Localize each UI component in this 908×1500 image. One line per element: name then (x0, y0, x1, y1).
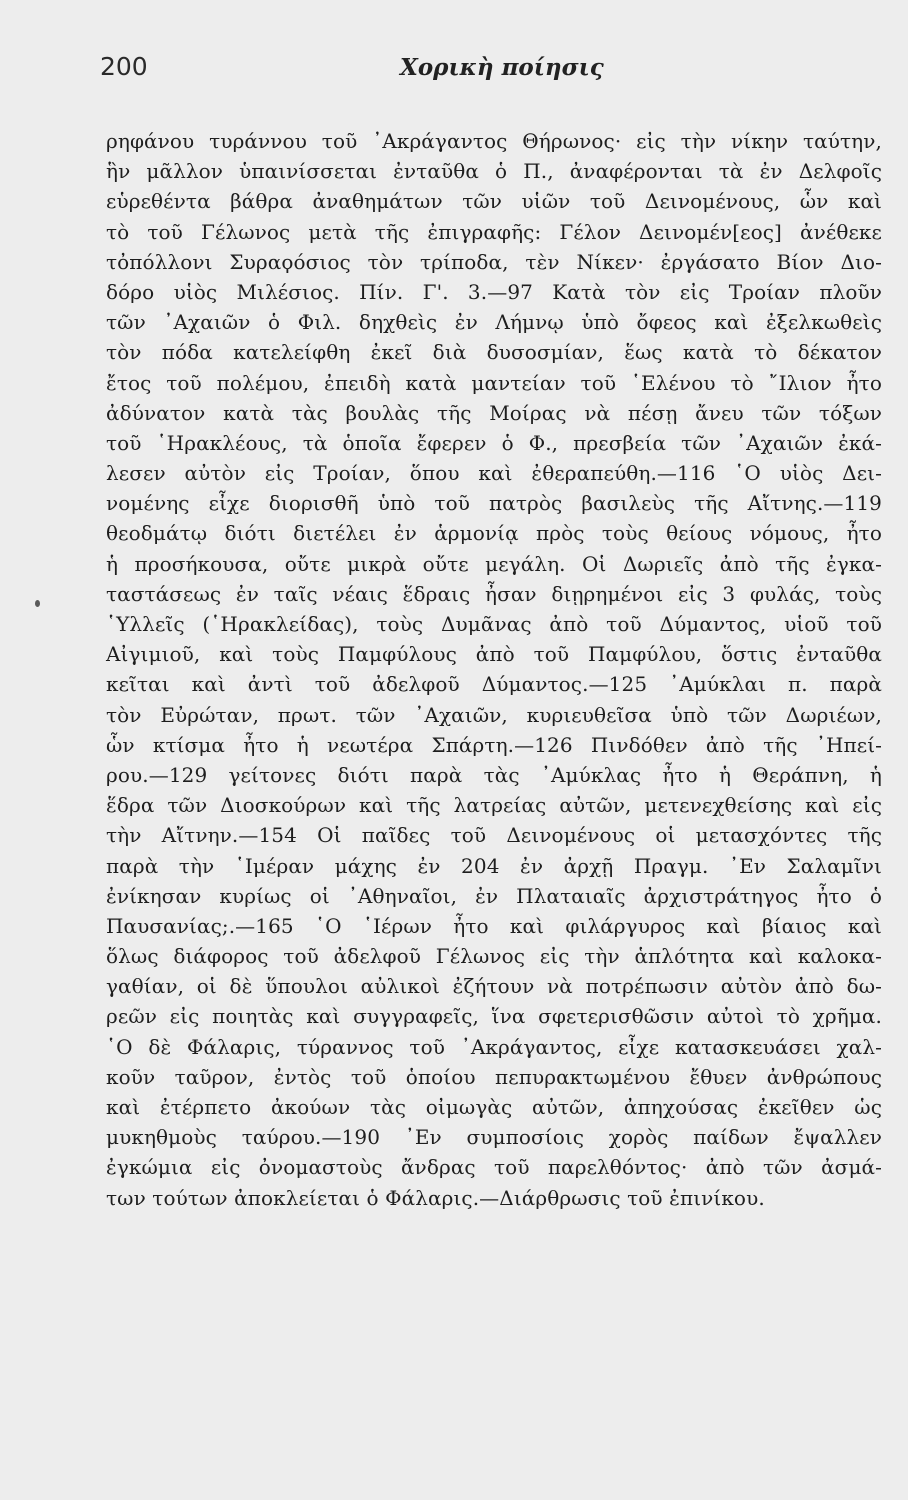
text-line: ἀδύνατον κατὰ τὰς βουλὰς τῆς Μοίρας νὰ πέσῃ ἄνευ τῶν τόξων (106, 400, 882, 425)
text-line: ὅλως διάφορος τοῦ ἀδελφοῦ Γέλωνος εἰς τὴν ἁπλότητα καὶ καλοκα- (106, 944, 882, 969)
text-line: Αἰγιμιοῦ, καὶ τοὺς Παμφύλους ἀπὸ τοῦ Παμφύλου, ὅστις ἐνταῦθα (106, 642, 882, 667)
text-line: ῾Ο δὲ Φάλαρις, τύραννος τοῦ ᾿Ακράγαντος, εἶχε κατασκευάσει χαλ- (106, 1034, 882, 1059)
text-line: τὸν Εὐρώταν, πρωτ. τῶν ᾿Αχαιῶν, κυριευθεῖσα ὑπὸ τῶν Δωριέων, (106, 702, 882, 727)
text-line: ἕδρα τῶν Διοσκούρων καὶ τῆς λατρείας αὐτῶν, μετενεχθείσης καὶ εἰς (106, 793, 882, 818)
text-line: κεῖται καὶ ἀντὶ τοῦ ἀδελφοῦ Δύμαντος.—125 ᾿Αμύκλαι π. παρὰ (106, 672, 882, 697)
text-line: τὸν πόδα κατελείφθη ἐκεῖ διὰ δυσοσμίαν, ἕως κατὰ τὸ δέκατον (106, 340, 882, 365)
text-line: ρου.—129 γείτονες διότι παρὰ τὰς ᾿Αμύκλας ἦτο ἡ Θεράπνη, ἡ (106, 762, 882, 787)
text-line: τὸ τοῦ Γέλωνος μετὰ τῆς ἐπιγραφῆς: Γέλον Δεινομέν[εος] ἀνέθεκε (106, 219, 882, 244)
ink-speck (35, 600, 40, 607)
text-line: παρὰ τὴν ῾Ιμέραν μάχης ἐν 204 ἐν ἀρχῇ Πραγμ. ᾿Εν Σαλαμῖνι (106, 853, 882, 878)
page-header (100, 52, 880, 96)
text-line: Παυσανίας;.—165 ῾Ο ῾Ιέρων ἦτο καὶ φιλάργυρος καὶ βίαιος καὶ (106, 913, 882, 938)
text-line: τοῦ ῾Ηρακλέους, τὰ ὁποῖα ἔφερεν ὁ Φ., πρεσβεία τῶν ᾿Αχαιῶν ἐκά- (106, 430, 882, 455)
text-line: ἐνίκησαν κυρίως οἱ ᾿Αθηναῖοι, ἐν Πλαταιαῖς ἀρχιστράτηγος ἦτο ὁ (106, 883, 882, 908)
text-line: νομένης εἶχε διορισθῆ ὑπὸ τοῦ πατρὸς βασιλεὺς τῆς Αἴτνης.—119 (106, 491, 882, 516)
text-line: των τούτων ἀποκλείεται ὁ Φάλαρις.—Διάρθρωσις τοῦ ἐπινίκου. (106, 1185, 765, 1210)
text-line: ἐγκώμια εἰς ὀνομαστοὺς ἄνδρας τοῦ παρελθόντος· ἀπὸ τῶν ἀσμά- (106, 1155, 882, 1180)
text-line: ὧν κτίσμα ἦτο ἡ νεωτέρα Σπάρτη.—126 Πινδόθεν ἀπὸ τῆς ᾿Ηπεί- (106, 732, 882, 757)
text-line: ρεῶν εἰς ποιητὰς καὶ συγγραφεῖς, ἵνα σφετερισθῶσιν αὐτοὶ τὸ χρῆμα. (106, 1004, 882, 1029)
running-title: Χορικὴ ποίησις (400, 54, 604, 81)
text-line: λεσεν αὐτὸν εἰς Τροίαν, ὅπου καὶ ἐθεραπεύθη.—116 ῾Ο υἱὸς Δει- (106, 461, 882, 486)
text-line: θεοδμάτῳ διότι διετέλει ἐν ἁρμονίᾳ πρὸς τοὺς θείους νόμους, ἦτο (106, 521, 882, 546)
text-line: ρηφάνου τυράννου τοῦ ᾿Ακράγαντος Θήρωνος· εἰς τὴν νίκην ταύτην, (106, 129, 882, 153)
text-line: ῾Υλλεῖς (῾Ηρακλείδας), τοὺς Δυμᾶνας ἀπὸ τοῦ Δύμαντος, υἱοῦ τοῦ (106, 612, 882, 636)
text-line: κοῦν ταῦρον, ἐντὸς τοῦ ὁποίου πεπυρακτωμένου ἔθυεν ἀνθρώπους (106, 1064, 882, 1089)
text-line: γαθίαν, οἱ δὲ ὕπουλοι αὐλικοὶ ἐζήτουν νὰ ποτρέπωσιν αὐτὸν ἀπὸ δω- (106, 974, 882, 999)
text-line: ἔτος τοῦ πολέμου, ἐπειδὴ κατὰ μαντείαν τοῦ ῾Ελένου τὸ ῎Ιλιον ἦτο (106, 370, 882, 395)
commentary-text (106, 126, 882, 1213)
text-line: μυκηθμοὺς ταύρου.—190 ᾿Εν συμποσίοις χορὸς παίδων ἔψαλλεν (106, 1125, 882, 1150)
text-line: τὀπόλλονι Συραϙόσιος τὸν τρίποδα, τὲν Νίκεν· ἐργάσατο Βίον Διο- (106, 249, 882, 274)
text-line: δόρο υἱὸς Μιλέσιος. Πίν. Γ'. 3.—97 Κατὰ τὸν εἰς Τροίαν πλοῦν (106, 279, 882, 304)
text-line: ἣν μᾶλλον ὑπαινίσσεται ἐνταῦθα ὁ Π., ἀναφέρονται τὰ ἐν Δελφοῖς (106, 159, 882, 184)
text-line: εὑρεθέντα βάθρα ἀναθημάτων τῶν υἱῶν τοῦ Δεινομένους, ὧν καὶ (106, 189, 882, 214)
page-number: 200 (100, 52, 148, 81)
text-line: καὶ ἐτέρπετο ἀκούων τὰς οἰμωγὰς αὐτῶν, ἀπηχούσας ἐκεῖθεν ὡς (106, 1095, 882, 1119)
text-line: τῶν ᾿Αχαιῶν ὁ Φιλ. δηχθεὶς ἐν Λήμνῳ ὑπὸ ὄφεος καὶ ἐξελκωθεὶς (106, 310, 882, 335)
text-line: τὴν Αἴτνην.—154 Οἱ παῖδες τοῦ Δεινομένους οἱ μετασχόντες τῆς (106, 823, 882, 848)
text-line: ἡ προσήκουσα, οὔτε μικρὰ οὔτε μεγάλη. Οἱ Δωριεῖς ἀπὸ τῆς ἐγκα- (106, 551, 882, 576)
text-line: ταστάσεως ἐν ταῖς νέαις ἕδραις ἦσαν διῃρημένοι εἰς 3 φυλάς, τοὺς (106, 581, 882, 606)
